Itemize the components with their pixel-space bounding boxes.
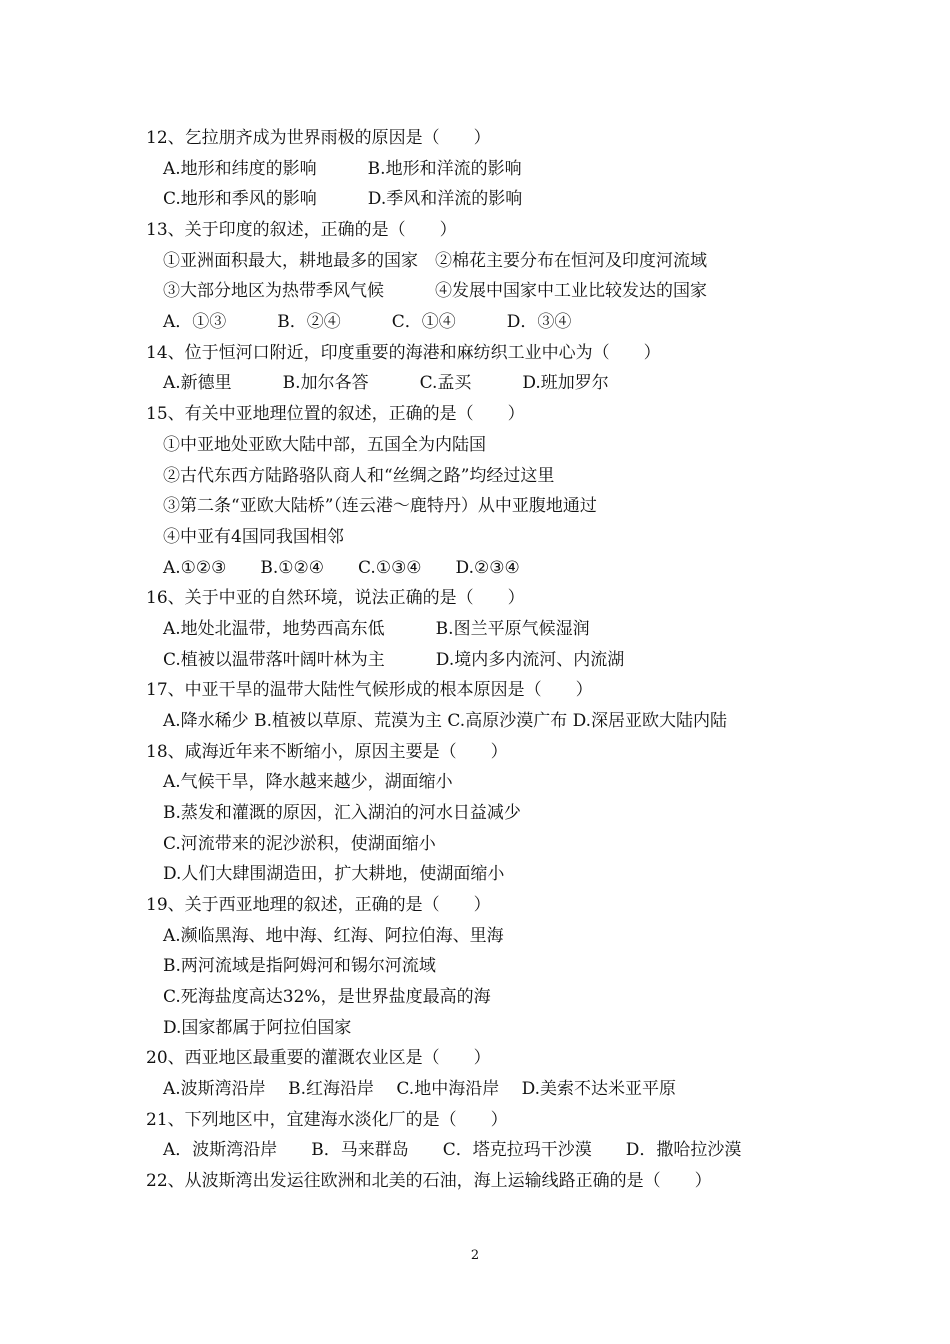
question-option-line: ③大部分地区为热带季风气候 ④发展中国家中工业比较发达的国家 bbox=[163, 281, 707, 302]
question-option-line: ①中亚地处亚欧大陆中部，五国全为内陆国 bbox=[163, 434, 486, 455]
question-option-line: ③第二条“亚欧大陆桥”（连云港～鹿特丹）从中亚腹地通过 bbox=[163, 496, 597, 517]
question-stem: 15、有关中亚地理位置的叙述，正确的是（ ） bbox=[146, 404, 525, 425]
question-stem: 22、从波斯湾出发运往欧洲和北美的石油，海上运输线路正确的是（ ） bbox=[146, 1171, 712, 1192]
question-option-line: A.地形和纬度的影响 B.地形和洋流的影响 bbox=[163, 158, 522, 179]
question-option-line: A.降水稀少 B.植被以草原、荒漠为主 C.高原沙漠广布 D.深居亚欧大陆内陆 bbox=[163, 710, 728, 731]
page-number: 2 bbox=[470, 1248, 480, 1263]
question-option-line: A.新德里 B.加尔各答 C.孟买 D.班加罗尔 bbox=[163, 373, 609, 394]
question-option-line: A.气候干旱，降水越来越少，湖面缩小 bbox=[163, 772, 453, 793]
question-option-line: ②古代东西方陆路骆队商人和“丝绸之路”均经过这里 bbox=[163, 465, 555, 486]
question-stem: 12、乞拉朋齐成为世界雨极的原因是（ ） bbox=[146, 128, 491, 148]
question-option-line: B.蒸发和灌溉的原因，汇入湖泊的河水日益减少 bbox=[163, 803, 521, 823]
question-stem: 18、咸海近年来不断缩小，原因主要是（ ） bbox=[146, 741, 508, 762]
question-option-line: C.地形和季风的影响 D.季风和洋流的影响 bbox=[163, 189, 523, 210]
question-stem: 19、关于西亚地理的叙述，正确的是（ ） bbox=[146, 895, 491, 915]
question-stem: 16、关于中亚的自然环境，说法正确的是（ ） bbox=[146, 588, 525, 609]
question-option-line: B.两河流域是指阿姆河和锡尔河流域 bbox=[163, 956, 436, 977]
question-option-line: ④中亚有4国同我国相邻 bbox=[163, 526, 344, 547]
question-stem: 14、位于恒河口附近，印度重要的海港和麻纺织工业中心为（ ） bbox=[146, 342, 661, 363]
question-option-line: A．①③ B．②④ C．①④ D．③④ bbox=[163, 312, 572, 333]
question-stem: 17、中亚干旱的温带大陆性气候形成的根本原因是（ ） bbox=[146, 680, 593, 701]
question-option-line: C.植被以温带落叶阔叶林为主 D.境内多内流河、内流湖 bbox=[163, 649, 625, 670]
question-option-line: A．波斯湾沿岸 B．马来群岛 C．塔克拉玛干沙漠 D．撒哈拉沙漠 bbox=[163, 1140, 742, 1161]
question-option-line: A.地处北温带，地势西高东低 B.图兰平原气候湿润 bbox=[163, 618, 590, 639]
question-option-line: D.人们大肆围湖造田，扩大耕地，使湖面缩小 bbox=[163, 864, 505, 885]
question-option-line: C.河流带来的泥沙淤积，使湖面缩小 bbox=[163, 833, 436, 854]
question-stem: 20、西亚地区最重要的灌溉农业区是（ ） bbox=[146, 1048, 491, 1069]
question-option-line: A.波斯湾沿岸 B.红海沿岸 C.地中海沿岸 D.美索不达米亚平原 bbox=[163, 1079, 677, 1100]
question-option-line: ①亚洲面积最大，耕地最多的国家 ②棉花主要分布在恒河及印度河流域 bbox=[163, 250, 707, 271]
question-stem: 13、关于印度的叙述，正确的是（ ） bbox=[146, 220, 457, 240]
question-option-line: A.①②③ B.①②④ C.①③④ D.②③④ bbox=[163, 557, 520, 578]
question-option-line: C.死海盐度高达32%，是世界盐度最高的海 bbox=[163, 987, 491, 1007]
question-option-line: A.濒临黑海、地中海、红海、阿拉伯海、里海 bbox=[163, 925, 504, 946]
question-stem: 21、下列地区中，宜建海水淡化厂的是（ ） bbox=[146, 1109, 508, 1130]
question-option-line: D.国家都属于阿拉伯国家 bbox=[163, 1017, 352, 1038]
